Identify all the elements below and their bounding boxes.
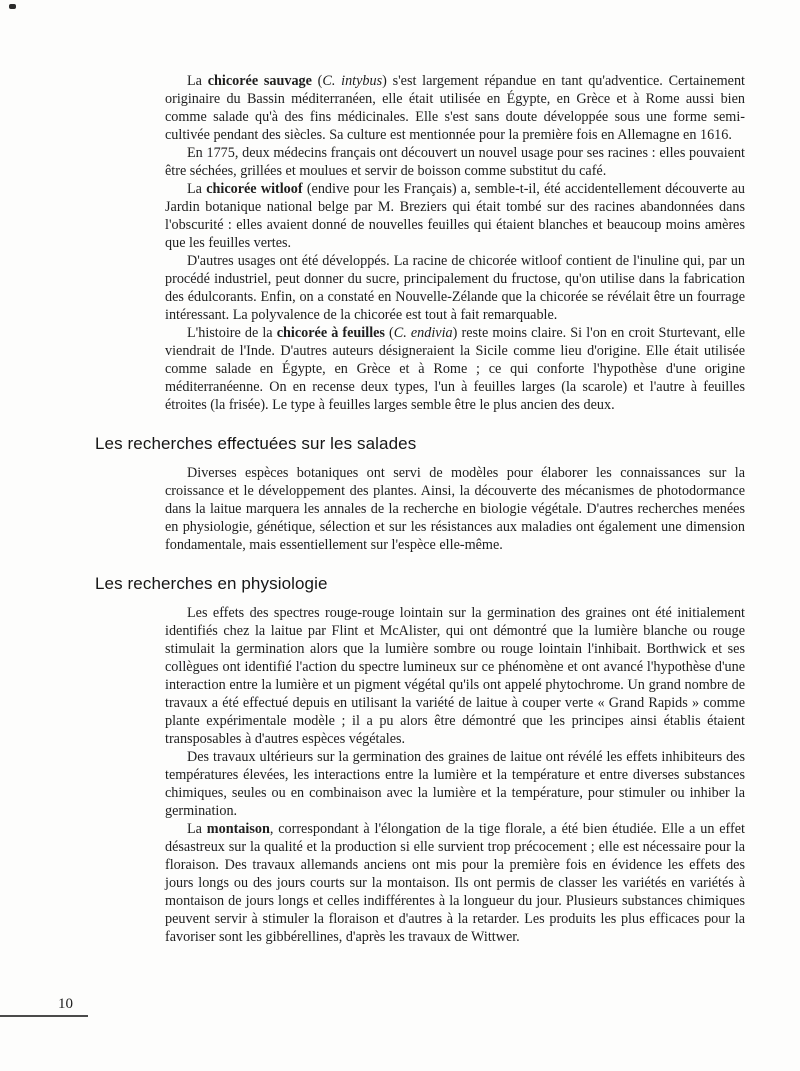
page-number: 10 <box>58 996 73 1012</box>
latin-name: C. endivia <box>393 325 453 341</box>
text-run: ( <box>311 73 323 89</box>
paragraph-1775-usage <box>165 144 745 180</box>
paragraph-chicoree-a-feuilles <box>165 324 745 414</box>
paragraph-chicoree-witloof <box>165 180 745 252</box>
section-heading-recherches-salades: Les recherches effectuées sur les salades <box>95 434 417 453</box>
scan-artifact <box>9 4 16 9</box>
latin-name: C. intybus <box>322 73 383 89</box>
bold-term: chicorée witloof <box>206 181 303 197</box>
bold-term: chicorée sauvage <box>207 73 312 89</box>
text-run: Les effets des spectres rouge-rouge lointain sur la germination des graines ont été initialement identifiés chez la laitue par Flint et McAlister, qui ont démontré que la lumière blanche ou rouge stimulait la germination alors que la lumière sombre ou rouge lointain l'inhibait. Borthwick et ses collègues ont identifié l'action du spectre lumineux sur ce phénomène et ont avancé l'hypothèse d'une interaction entre la lumière et un pigment végétal qu'ils ont appelé phytochrome. Un grand nombre de travaux a été effectué depuis en utilisant la variété de laitue à couper verte « Grand Rapids » comme plante expérimentale modèle ; il a pu alors être démontré que les principes ainsi établis étaient transposables à d'autres espèces végétales. <box>165 605 745 747</box>
bold-term: chicorée à feuilles <box>276 325 385 341</box>
text-run: Diverses espèces botaniques ont servi de modèles pour élaborer les connaissances sur la croissance et le développement des plantes. Ainsi, la découverte des mécanismes de photodormance dans la laitue marquera les annales de la recherche en biologie végétale. D'autres recherches menées en physiologie, génétique, sélection et sur les résistances aux maladies ont également une dimension fondamentale, mais essentiellement sur l'espèce elle-même. <box>165 465 745 553</box>
text-run: ) reste moins claire. Si l'on en croit Sturtevant, elle viendrait de l'Inde. D'autres auteurs désigneraient la Sicile comme lieu d'origine. Elle était utilisée comme salade en Égypte, en Grèce et à Rome ; ce qui conforte l'hypothèse d'une origine méditerranéenne. On en recense deux types, l'un à feuilles larges (la scarole) et l'autre à feuilles étroites (la frisée). Le type à feuilles larges semble être le plus ancien des deux. <box>165 325 745 413</box>
paragraph-chicoree-sauvage <box>165 72 745 144</box>
text-run: Des travaux ultérieurs sur la germination des graines de laitue ont révélé les effets inhibiteurs des températures élevées, les interactions entre la lumière et la température et entre diverses substances chimiques, seules ou en combinaison avec la lumière et la température, pour stimuler ou inhiber la germination. <box>165 749 745 819</box>
text-run: ) s'est largement répandue en tant qu'adventice. Certainement originaire du Bassin méditerranéen, elle était utilisée en Égypte, en Grèce et à Rome aussi bien comme salade qu'à des fins médicinales. Elle s'est sans doute développée sous une forme semi-cultivée pendant des siècles. Sa culture est mentionnée pour la première fois en Allemagne en 1616. <box>165 73 746 143</box>
text-run: La <box>187 821 207 837</box>
paragraph-travaux-ulterieurs <box>165 748 745 820</box>
paragraph-autres-usages <box>165 252 745 324</box>
page-number-block <box>0 995 88 1017</box>
page-text-block <box>95 72 745 946</box>
text-run: , correspondant à l'élongation de la tige florale, a été bien étudiée. Elle a un effet désastreux sur la qualité et la production si elle survient trop précocement ; elle est nécessaire pour la floraison. Des travaux allemands anciens ont mis pour la première fois en évidence les effets des jours longs ou des jours courts sur la montaison. Ils ont permis de classer les variétés en variétés à montaison de jours longs et celles indifférentes à la longueur du jour. Plusieurs substances chimiques peuvent servir à stimuler la floraison et d'autres à la retarder. Les produits les plus efficaces pour la favoriser sont les gibbérellines, d'après les travaux de Wittwer. <box>165 821 745 945</box>
text-run: (endive pour les Français) a, semble-t-il, été accidentellement découverte au Jardin botanique national belge par M. Breziers qui était tombé sur des racines abandonnées dans l'obscurité : elles avaient donné de nouvelles feuilles qui étaient blanches et beaucoup moins amères que les feuilles vertes. <box>165 181 745 251</box>
text-run: L'histoire de la <box>187 325 277 341</box>
paragraph-montaison <box>165 820 745 946</box>
section-heading-recherches-physiologie: Les recherches en physiologie <box>95 574 328 593</box>
paragraph-recherches-salades <box>165 464 745 554</box>
bold-term: montaison <box>206 821 270 837</box>
text-run: La <box>187 73 208 89</box>
page-number-rule <box>0 1015 88 1017</box>
text-run: En 1775, deux médecins français ont découvert un nouvel usage pour ses racines : elles pouvaient être séchées, grillées et moulues et servir de boisson comme substitut du café. <box>165 145 745 179</box>
paragraph-phytochrome <box>165 604 745 748</box>
text-run: D'autres usages ont été développés. La racine de chicorée witloof contient de l'inuline qui, par un procédé industriel, peut donner du sucre, principalement du fructose, qu'on utilise dans la fabrication des édulcorants. Enfin, on a constaté en Nouvelle-Zélande que la chicorée se révélait être un fourrage intéressant. La polyvalence de la chicorée est tout à fait remarquable. <box>165 253 745 323</box>
text-run: ( <box>384 325 394 341</box>
text-run: La <box>187 181 207 197</box>
